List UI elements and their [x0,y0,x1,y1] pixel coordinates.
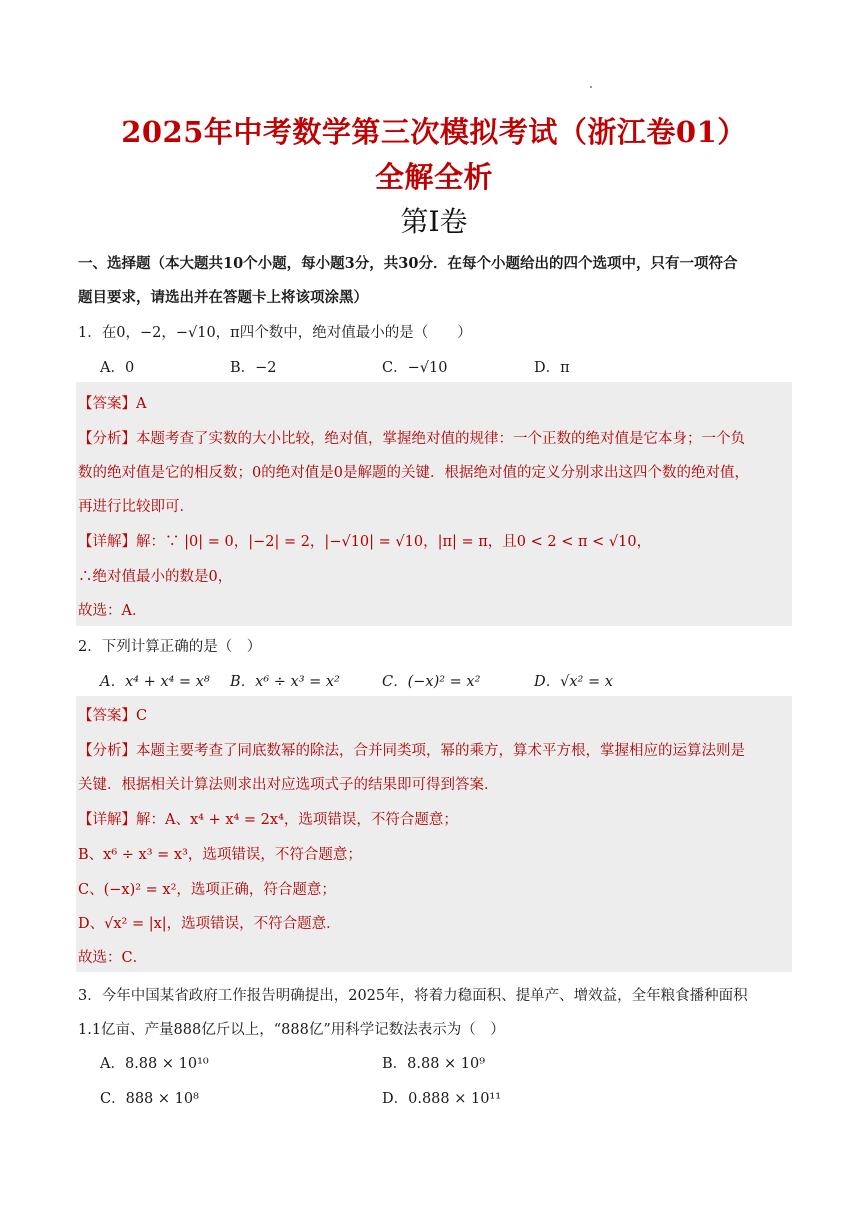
question-2-option-a: A．x⁴ + x⁴ = x⁸ [100,674,210,690]
question-2-analysis-line: 关键．根据相关计算法则求出对应选项式子的结果即可得到答案． [78,777,499,793]
instructions-line-2: 题目要求，请选出并在答题卡上将该项涂黑） [78,289,368,306]
question-2-solution-box [76,696,792,972]
question-1-answer: 【答案】A [78,396,147,412]
question-1-analysis-line: 【分析】本题考查了实数的大小比较，绝对值，掌握绝对值的规律：一个正数的绝对值是它本身；一个负 [78,431,745,447]
question-2-option-d: D．√x² = x [534,674,613,690]
question-1-detail-line: 【详解】解：∵ |0| = 0，|−2| = 2，|−√10| = √10，|π| = π，且0 < 2 < π < √10， [78,534,652,550]
question-1-analysis-line: 数的绝对值是它的相反数；0的绝对值是0是解题的关键．根据绝对值的定义分别求出这四个数的绝对值， [78,465,749,481]
page-subtitle: 全解全析 [374,160,493,194]
instructions-line-1: 一、选择题（本大题共10个小题，每小题3分，共30分．在每个小题给出的四个选项中，只有一项符合 [78,255,738,272]
decorative-dot [590,86,592,88]
question-3-option-b: B．8.88 × 10⁹ [382,1056,486,1072]
question-3-option-a: A．8.88 × 10¹⁰ [100,1056,209,1072]
question-2-option-c: C．(−x)² = x² [382,674,481,690]
question-2-answer: 【答案】C [78,708,148,724]
question-1-stem: 1．在0，−2，−√10，π四个数中，绝对值最小的是（ ） [78,325,472,341]
question-2-detail-line: D、√x² = |x|，选项错误，不符合题意． [78,916,341,932]
question-1-analysis-line: 再进行比较即可． [78,499,194,515]
question-1-option-a: A．0 [100,360,135,376]
question-2-option-b: B．x⁶ ÷ x³ = x² [230,674,340,690]
question-2-detail-line: C、(−x)² = x²，选项正确，符合题意； [78,882,336,898]
question-2-stem: 2．下列计算正确的是（ ） [78,639,262,655]
question-3-stem-line-1: 3．今年中国某省政府工作报告明确提出，2025年，将着力稳面积、提单产、增效益，全年粮食播种面积 [78,988,748,1004]
question-2-detail-line: 故选：C． [78,950,148,966]
question-2-detail-line: B、x⁶ ÷ x³ = x³，选项错误，不符合题意； [78,847,362,863]
section-heading: 第Ⅰ卷 [400,205,468,238]
question-1-option-b: B．−2 [230,360,277,376]
question-3-option-c: C．888 × 10⁸ [100,1091,199,1107]
question-2-analysis-line: 【分析】本题主要考查了同底数幂的除法，合并同类项，幂的乘方，算术平方根，掌握相应的运算法则是 [78,743,745,759]
question-1-detail-line: ∴绝对值最小的数是0， [78,569,233,585]
question-1-solution-box [76,382,792,626]
question-1-detail-line: 故选：A． [78,603,147,619]
question-2-detail-line: 【详解】解：A、x⁴ + x⁴ = 2x⁴，选项错误，不符合题意； [78,812,458,828]
question-1-option-d: D．π [534,360,570,376]
question-3-option-d: D．0.888 × 10¹¹ [382,1091,502,1107]
page-title: 2025年中考数学第三次模拟考试（浙江卷01） [121,115,747,149]
question-3-stem-line-2: 1.1亿亩、产量888亿斤以上，“888亿”用科学记数法表示为（ ） [78,1022,505,1038]
question-1-option-c: C．−√10 [382,360,448,376]
